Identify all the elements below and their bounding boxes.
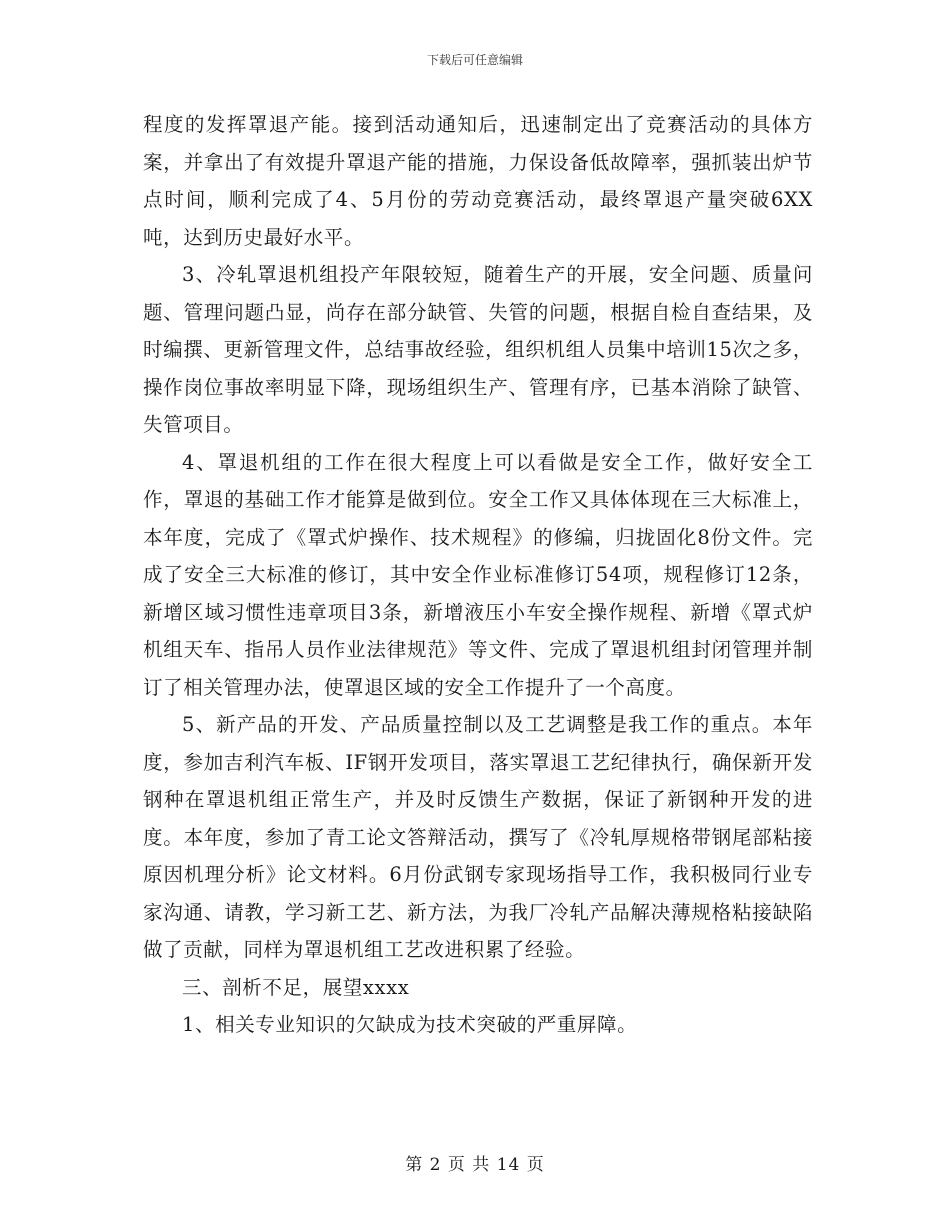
section-heading-3: 三、剖析不足，展望xxxx: [182, 975, 410, 999]
paragraph-item-5: 5、新产品的开发、产品质量控制以及工艺调整是我工作的重点。本年度，参加吉利汽车板、IF钢开发项目，落实罩退工艺纪律执行，确保新开发钢种在罩退机组正常生产，并及时反馈生产数据，保证了新钢种开发的进度。本年度，参加了青工论文答辩活动，撰写了《冷轧厚规格带钢尾部粘接原因机理分析》论文材料。6月份武钢专家现场指导工作，我积极同行业专家沟通、请教，学习新工艺、新方法，为我厂冷轧产品解决薄规格粘接缺陷做了贡献，同样为罩退机组工艺改进积累了经验。: [143, 713, 813, 961]
page-header: 下载后可任意编辑: [426, 53, 523, 67]
page-footer: 第 2 页 共 14 页: [405, 1155, 545, 1175]
document-body: [143, 106, 813, 1044]
paragraph-item-3: 3、冷轧罩退机组投产年限较短，随着生产的开展，安全问题、质量问题、管理问题凸显，尚存在部分缺管、失管的问题，根据自检自查结果，及时编撰、更新管理文件，总结事故经验，组织机组人员集中培训15次之多，操作岗位事故率明显下降，现场组织生产、管理有序，已基本消除了缺管、失管项目。: [143, 263, 813, 436]
paragraph-item-4: 4、罩退机组的工作在很大程度上可以看做是安全工作，做好安全工作，罩退的基础工作才能算是做到位。安全工作又具体体现在三大标准上，本年度，完成了《罩式炉操作、技术规程》的修编，归拢固化8份文件。完成了安全三大标准的修订，其中安全作业标准修订54项，规程修订12条，新增区域习惯性违章项目3条，新增液压小车安全操作规程、新增《罩式炉机组天车、指吊人员作业法律规范》等文件、完成了罩退机组封闭管理并制订了相关管理办法，使罩退区域的安全工作提升了一个高度。: [143, 450, 813, 699]
paragraph-continuation: 程度的发挥罩退产能。接到活动通知后，迅速制定出了竞赛活动的具体方案，并拿出了有效提升罩退产能的措施，力保设备低故障率，强抓装出炉节点时间，顺利完成了4、5月份的劳动竞赛活动，最终罩退产量突破6XX吨，达到历史最好水平。: [143, 113, 813, 249]
paragraph-subitem-1: 1、相关专业知识的欠缺成为技术突破的严重屏障。: [182, 1013, 638, 1036]
